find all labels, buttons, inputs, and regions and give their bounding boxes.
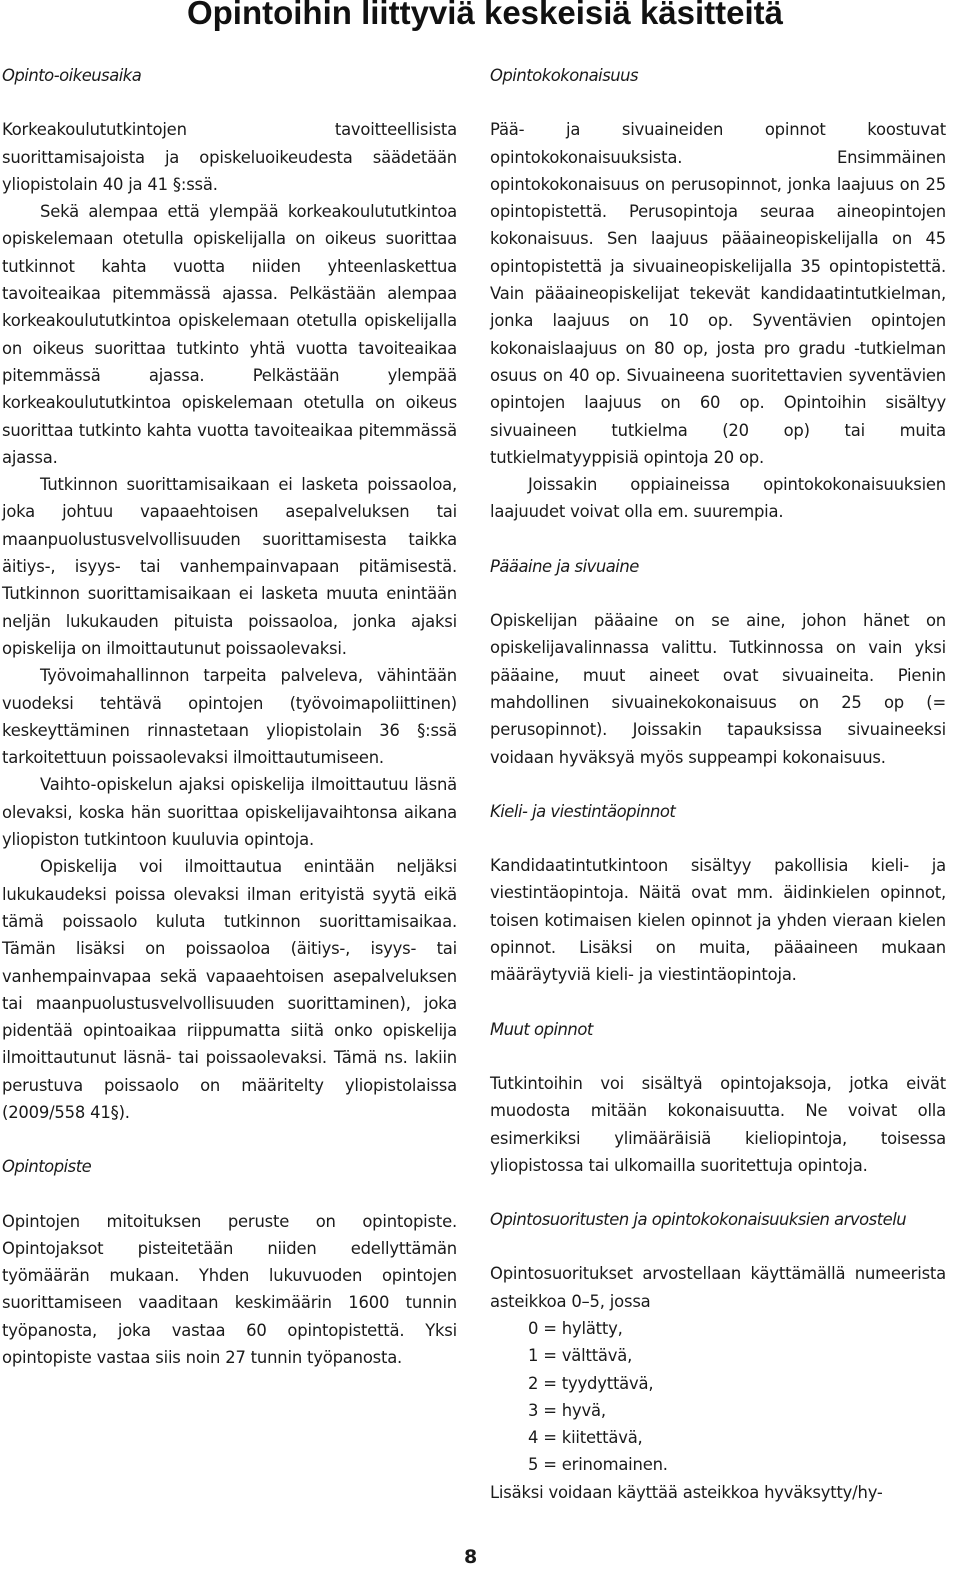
page-number: 8 (464, 1546, 478, 1568)
paragraph: Opiskelija voi ilmoittautua enintään neljäksi lukukaudeksi poissa olevaksi ilman erityistä syytä eikä tämä poissaolo kuluta tutkinnon suorittamisaikaa. Tämän lisäksi on poissaoloa (äitiys-, isyys- tai vanhempainvapaa sekä vapaaehtoisen asepalveluksen tai maanpuolustusvelvollisuuden suorittaminen), joka pidentää opintoaikaa riippumatta siitä onko opiskelija ilmoittautunut läsnä- tai poissaolevaksi. Tämä ns. lakiin perustuva poissaolo on määritelty yliopistolaissa (2009/558 41§). (2, 857, 457, 1122)
paragraph: Joissakin oppiaineissa opintokokonaisuuksien laajuudet voivat olla em. suurempia. (490, 475, 946, 522)
paragraph: Sekä alempaa että ylempää korkeakoulututkintoa opiskelemaan otetulla opiskelijalla on oikeus suorittaa tutkinnot kahta vuotta niiden yhteenlaskettua tavoiteaikaa pitemmässä ajassa. Pelkästään alempaa korkeakoulututkintoa opiskelemaan otetulla opiskelijalla on oikeus suorittaa tutkinto yhtä vuotta tavoiteaikaa pitemmässä ajassa. Pelkästään ylempää korkeakoulututkintoa opiskelemaan otetulla on oikeus suorittaa tutkinto kahta vuotta tavoiteaikaa pitemmässä ajassa. (2, 202, 457, 467)
paragraph: Opiskelijan pääaine on se aine, johon hänet on opiskelijavalinnassa valittu. Tutkinnossa on vain yksi pääaine, muut aineet ovat sivuaineita. Pienin mahdollinen sivuainekokonaisuus on 25 op (= perusopinnot). Joissakin tapauksissa sivuaineeksi voidaan hyväksyä myös suppeampi kokonaisuus. (490, 611, 946, 767)
section-heading: Pääaine ja sivuaine (490, 556, 639, 576)
paragraph: Vaihto-opiskelun ajaksi opiskelija ilmoittautuu läsnä olevaksi, koska hän suorittaa opiskelijavaihtonsa aikana yliopiston tutkintoon kuuluvia opintoja. (2, 775, 457, 850)
section-heading: Opinto-oikeusaika (2, 66, 142, 85)
page-title: Opintoihin liittyviä keskeisiä käsitteitä (186, 0, 784, 31)
section-heading: Muut opinnot (490, 1019, 593, 1039)
grade-item: 4 = kiitettävä, (528, 1428, 643, 1448)
grade-item: 3 = hyvä, (528, 1400, 606, 1420)
left-column (2, 62, 457, 1371)
section-heading: Opintokokonaisuus (490, 66, 639, 85)
paragraph: Lisäksi voidaan käyttää asteikkoa hyväksytty/hy- (490, 1482, 883, 1502)
paragraph: Korkeakoulututkintojen tavoitteellisista suorittamisajoista ja opiskeluoikeudesta säädetään yliopistolain 40 ja 41 §:ssä. (2, 120, 457, 194)
section-heading: Opintopiste (2, 1157, 92, 1177)
paragraph: Tutkintoihin voi sisältyä opintojaksoja, jotka eivät muodosta mitään kokonaisuutta. Ne voivat olla esimerkiksi ylimääräisiä kieliopintoja, toisessa yliopistossa tai ulkomailla suoritettuja opintoja. (490, 1073, 946, 1175)
paragraph: Opintosuoritukset arvostellaan käyttämällä numeerista asteikkoa 0–5, jossa (490, 1264, 946, 1311)
section-heading: Kieli- ja viestintäopinnot (490, 801, 676, 821)
paragraph: Opintojen mitoituksen peruste on opintopiste. Opintojaksot pisteitetään niiden edellyttämän työmäärän mukaan. Yhden lukuvuoden opintojen suorittamiseen vaaditaan keskimäärin 1600 tunnin työpanosta, joka vastaa 60 opintopistettä. Yksi opintopiste vastaa siis noin 27 tunnin työpanosta. (2, 1211, 457, 1368)
grade-item: 0 = hylätty, (528, 1318, 623, 1338)
paragraph: Tutkinnon suorittamisaikaan ei lasketa poissaoloa, joka johtuu vapaaehtoisen asepalveluksen tai maanpuolustusvelvollisuuden suorittamisesta taikka äitiys-, isyys- tai vanhempainvapaan pitämisestä. Tutkinnon suorittamisaikaan ei lasketa muuta enintään neljän lukukauden pituista poissaoloa, jonka ajaksi opiskelija on ilmoittautunut poissaolevaksi. (2, 475, 457, 658)
paragraph: Työvoimahallinnon tarpeita palveleva, vähintään vuodeksi tehtävä opintojen (työvoimapoliittinen) keskeyttäminen rinnastetaan yliopistolain 36 §:ssä tarkoitettuun poissaolevaksi ilmoittautumiseen. (2, 666, 457, 768)
paragraph: Kandidaatintutkintoon sisältyy pakollisia kieli- ja viestintäopintoja. Näitä ovat mm. äidinkielen opinnot, toisen kotimaisen kielen opinnot ja yhden vieraan kielen opinnot. Lisäksi on muita, pääaineen mukaan määräytyviä kieli- ja viestintäopintoja. (490, 856, 946, 985)
right-column (490, 62, 946, 1506)
section-heading: Opintosuoritusten ja opintokokonaisuuksien arvostelu (490, 1210, 907, 1230)
grade-item: 2 = tyydyttävä, (528, 1373, 654, 1393)
grade-item: 1 = välttävä, (528, 1346, 633, 1366)
paragraph: Pää- ja sivuaineiden opinnot koostuvat opintokokonaisuuksista. Ensimmäinen opintokokonaisuus on perusopinnot, jonka laajuus on 25 opintopistettä. Perusopintoja seuraa aineopintojen kokonaisuus. Sen laajuus pääaineopiskelijalla on 45 opintopistettä ja sivuaineopiskelijalla 35 opintopistettä. Vain pääaineopiskelijat tekevät kandidaatintutkielman, jonka laajuus on 10 op. Syventävien opintojen kokonaislaajuus on 80 op, josta pro gradu -tutkielman osuus on 40 op. Sivuaineena suoritettavien syventävien opintojen laajuus on 60 op. Opintoihin sisältyy sivuaineen tutkielma (20 op) tai muita tutkielmatyyppisiä opintoja 20 op. (490, 120, 946, 467)
grade-item: 5 = erinomainen. (528, 1455, 668, 1475)
